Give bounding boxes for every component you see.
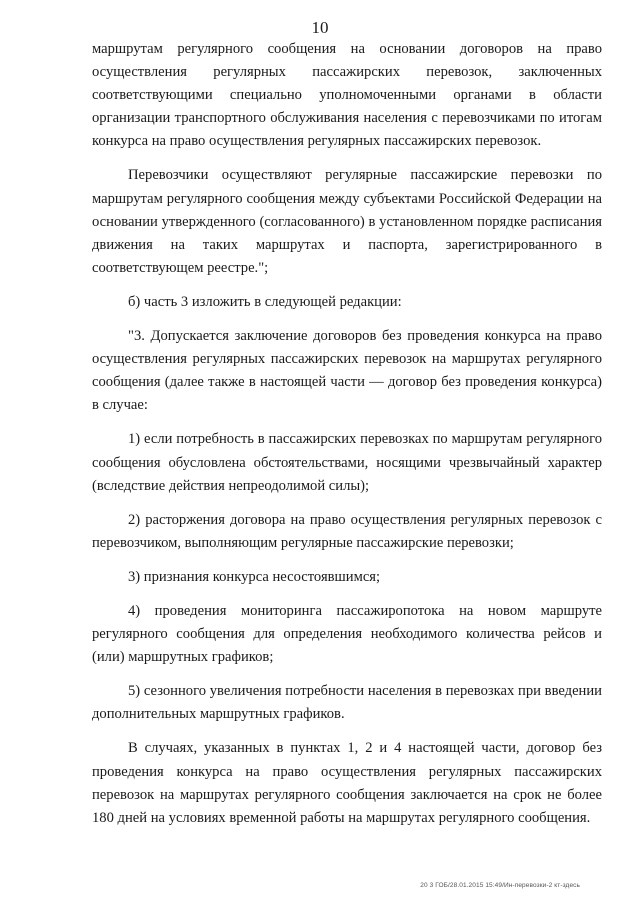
list-item-5: 5) сезонного увеличения потребности населения в перевозках при введении дополнительных маршрутных графиков. [92,683,602,723]
document-body [92,38,602,830]
footer-note: 20 3 ГОБ/28.01.2015 15:49/Ин-перевозки-2 кт-здесь [420,882,580,889]
list-item-3: 3) признания конкурса несостоявшимся; [128,568,381,585]
paragraph-carriers: Перевозчики осуществляют регулярные пассажирские перевозки по маршрутам регулярного сообщения между субъектами Российской Федерации на основании утвержденного (согласованного) в установленном порядке расписания движения на таких маршрутах и паспорта, зарегистрированного в соответствующем реестре."; [92,167,602,276]
list-item-4: 4) проведения мониторинга пассажиропотока на новом маршруте регулярного сообщения для определения необходимого количества рейсов и (или) маршрутных графиков; [92,602,602,666]
list-item-2: 2) расторжения договора на право осуществления регулярных перевозок с перевозчиком, выполняющим регулярные пассажирские перевозки; [92,511,602,551]
paragraph-term: В случаях, указанных в пунктах 1, 2 и 4 настоящей части, договор без проведения конкурса на право осуществления регулярных пассажирских перевозок на маршрутах регулярного сообщения заключается на срок не более 180 дней на условиях временной работы на маршрутах регулярного сообщения. [92,740,602,826]
paragraph-continuation: маршрутам регулярного сообщения на основании договоров на право осуществления регулярных пассажирских перевозок, заключенных соответствующими специально уполномоченными органами в области организации транспортного обслуживания населения с перевозчиками по итогам конкурса на право осуществления регулярных пассажирских перевозок. [92,41,602,150]
page-number: 10 [311,18,329,37]
paragraph-amendment-b: б) часть 3 изложить в следующей редакции: [128,293,402,310]
paragraph-part-3: "3. Допускается заключение договоров без проведения конкурса на право осуществления регулярных пассажирских перевозок на маршрутах регулярного сообщения (далее также в настоящей части — договор без проведения конкурса) в случае: [92,328,602,414]
list-item-1: 1) если потребность в пассажирских перевозках по маршрутам регулярного сообщения обусловлена обстоятельствами, носящими чрезвычайный характер (вследствие действия непреодолимой силы); [92,431,602,494]
